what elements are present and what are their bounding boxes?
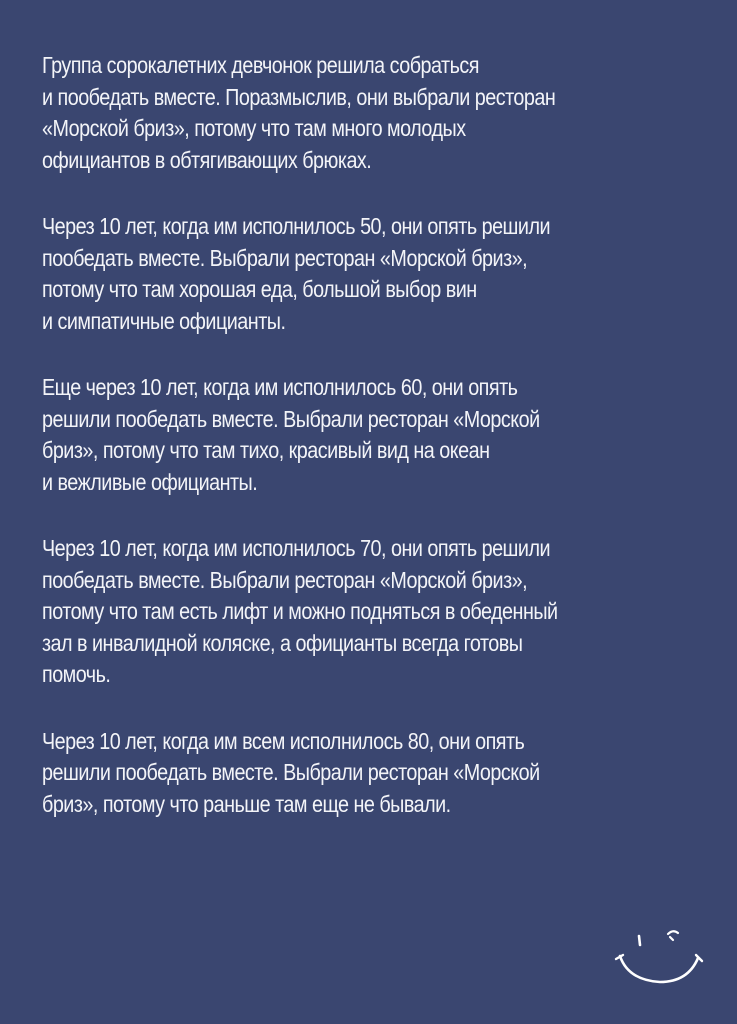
- story-paragraph: [42, 726, 712, 821]
- text-line: потому что там есть лифт и можно подняться в обеденный: [42, 598, 558, 624]
- text-line: бриз», потому что там тихо, красивый вид на океан: [42, 437, 490, 463]
- text-line: «Морской бриз», потому что там много молодых: [42, 115, 466, 141]
- story-paragraph: [42, 372, 712, 498]
- text-line: помочь.: [42, 661, 111, 687]
- text-line: официантов в обтягивающих брюках.: [42, 146, 372, 173]
- text-line: и вежливые официанты.: [42, 468, 258, 495]
- story-text: [42, 50, 712, 855]
- story-paragraph: [42, 533, 712, 691]
- text-line: и симпатичные официанты.: [42, 307, 286, 334]
- text-line: потому что там хорошая еда, большой выбор вин: [42, 276, 477, 302]
- text-line: зал в инвалидной коляске, а официанты всегда готовы: [42, 629, 523, 656]
- text-line: пообедать вместе. Выбрали ресторан «Морской бриз»,: [42, 566, 528, 593]
- text-line: Через 10 лет, когда им всем исполнилось 80, они опять: [42, 727, 525, 754]
- text-line: решили пообедать вместе. Выбрали ресторан «Морской: [42, 759, 540, 785]
- story-paragraph: [42, 211, 712, 337]
- text-line: и пообедать вместе. Поразмыслив, они выбрали ресторан: [42, 83, 556, 110]
- text-line: бриз», потому что раньше там еще не бывали.: [42, 790, 451, 817]
- winking-smiley-icon: [612, 918, 712, 998]
- text-line: Через 10 лет, когда им исполнилось 50, они опять решили: [42, 213, 551, 239]
- text-line: решили пообедать вместе. Выбрали ресторан «Морской: [42, 405, 540, 432]
- story-paragraph: [42, 50, 712, 176]
- text-line: Еще через 10 лет, когда им исполнилось 60, они опять: [42, 374, 518, 400]
- text-line: Через 10 лет, когда им исполнилось 70, они опять решили: [42, 535, 551, 561]
- text-line: Группа сорокалетних девчонок решила собраться: [42, 52, 479, 78]
- text-line: пообедать вместе. Выбрали ресторан «Морской бриз»,: [42, 244, 528, 271]
